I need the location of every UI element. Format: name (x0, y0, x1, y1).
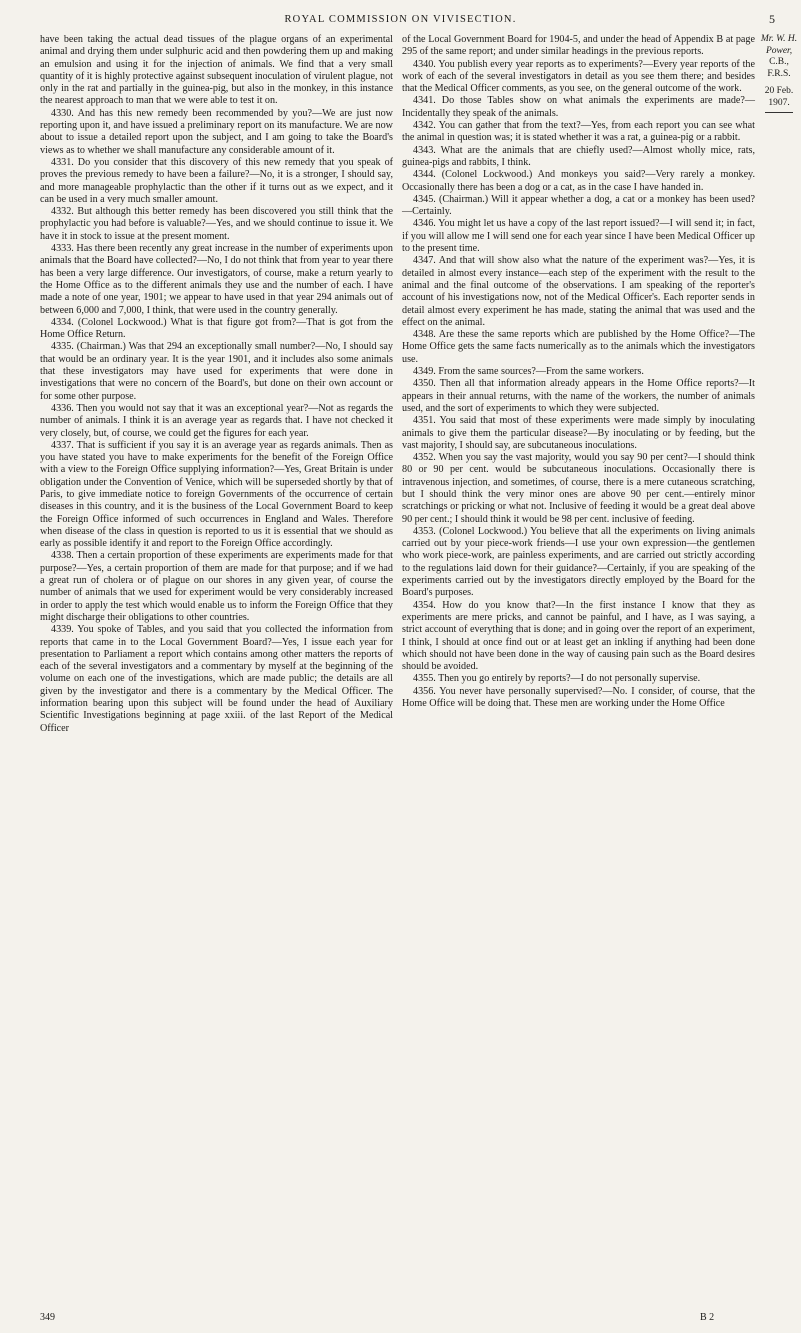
paragraph: 4342. You can gather that from the text?—Yes, from each report you can see what the animal in question was; it is stated whether it was a rat, a guinea-pig or a rabbit. (402, 120, 755, 144)
paragraph: 4351. You said that most of these experiments were made simply by inoculating animals to give them the particular disease?—By inoculating or by feeding, but the vast majority, I should say, are subcutaneous inoculations. (402, 415, 755, 451)
paragraph: 4333. Has there been recently any great increase in the number of experiments upon animals that the Board have collected?—No, I do not think that from year to year there has been a very large difference. Our investigators, of course, make a return yearly to the Home Office as to the different animals they use and the number of each. I have made a note of one year, 1901; we appear to have used in that year 294 animals out of between 6,000 and 7,000, I think, that were used in the country generally. (40, 243, 393, 316)
paragraph: 4338. Then a certain proportion of these experiments are experiments made for that purpose?—Yes, a certain proportion of them are made for that purpose; and if we had a great run of cholera or of plague on our shores in any given year, of course the number of animals that we used for experiment would be very considerably increased in order to apply the test which would enable us to inform the Foreign Office that they might discharge their obligations to other countries. (40, 550, 393, 623)
paragraph: 4344. (Colonel Lockwood.) And monkeys you said?—Very rarely a monkey. Occasionally there has been a dog or a cat, as in the case I have handed in. (402, 169, 755, 193)
witness-margin-note (757, 34, 801, 113)
margin-rule (765, 112, 793, 113)
paragraph: 4352. When you say the vast majority, would you say 90 per cent?—I should think 80 or 90 per cent. would be subcutaneous inoculations. Occasionally there is intravenous injection, and sometimes, of course, there is a mere cutaneous scratching, but I should think the very minor ones are above 90 per cent.—entirely minor scratchings or pricking or what not. Inclusive of feeding it would be a great deal above 90 per cent.; I should think it would be 98 per cent. inclusive of feeding. (402, 452, 755, 525)
paragraph: 4343. What are the animals that are chiefly used?—Almost wholly mice, rats, guinea-pigs and rabbits, I think. (402, 144, 755, 168)
paragraph: 4345. (Chairman.) Will it appear whether a dog, a cat or a monkey has been used?—Certainly. (402, 193, 755, 218)
paragraph: have been taking the actual dead tissues of the plague organs of an experimental animal and drying them under sulphuric acid and then powdering them up and making an emulsion and using it for the injection of animals. We find that a very small quantity of it is highly protective against subsequent inoculation of virulent plague, not only in the rat and partially in the guinea-pig, but also in the monkey, in this instance the nearest approach to man that we were able to test it on. (40, 34, 393, 107)
running-title: ROYAL COMMISSION ON VIVISECTION. (284, 14, 517, 25)
paragraph: 4334. (Colonel Lockwood.) What is that figure got from?—That is got from the Home Office Return. (40, 316, 393, 341)
signature-mark-right: B 2 (700, 1312, 715, 1323)
paragraph: 4349. From the same sources?—From the same workers. (413, 366, 644, 378)
paragraph: 4356. You never have personally supervised?—No. I consider, of course, that the Home Office will be doing that. These men are working under the Home Office (402, 685, 755, 710)
paragraph: 4336. Then you would not say that it was an exceptional year?—Not as regards the number of animals. I think it is an average year as regards that. I have not checked it very closely, but, of course, we could get the figures for each year. (40, 402, 393, 439)
witness-honours: C.B., F.R.S. (767, 57, 791, 79)
witness-name: Mr. W. H. Power, (760, 34, 798, 56)
signature-mark: 349 (40, 1312, 55, 1323)
paragraph: 4340. You publish every year reports as to experiments?—Every year reports of the work of each of the several investigators in detail as you see them there; and besides that the Medical Officer comments, as you see, on the general outcome of the work. (402, 58, 755, 95)
paragraph: 4347. And that will show also what the nature of the experiment was?—Yes, it is detailed in almost every instance—each step of the experiment with the result to the animal and the final outcome of the observations. I am speaking of the reporter's account of his investigations now, not of the Medical Officer's. Each reporter sends in detail almost every experiment he has made, stating the animal that was used and the effect on the animal. (402, 255, 755, 328)
paragraph: 4348. Are these the same reports which are published by the Home Office?—The Home Office gets the same facts numerically as to the animals which the investigators use. (402, 329, 755, 365)
paragraph: 4346. You might let us have a copy of the last report issued?—I will send it; in fact, if you will allow me I will send one for each year since I have been Medical Officer up to the present time. (402, 218, 755, 255)
paragraph: 4335. (Chairman.) Was that 294 an exceptionally small number?—No, I should say that would be an ordinary year. It is the year 1901, and it includes also some animals that these investigators may have used for experiments that were done in investigations that were no concern of the Board's, but done on their own account or for some other purpose. (40, 341, 393, 402)
left-column (40, 34, 393, 735)
paragraph: of the Local Government Board for 1904-5, and under the head of Appendix B at page 295 of the same report; and under similar headings in the previous reports. (402, 34, 755, 58)
right-column (402, 34, 755, 710)
paragraph: 4337. That is sufficient if you say it is an average year as regards animals. Then as you have stated you have to make experiments for the benefit of the Foreign Office with a view to the Foreign Office supplying information?—Yes, Great Britain is under obligation under the Convention of Venice, which will be superseded shortly by that of Paris, to give immediate notice to foreign Governments of the occurrence of certain diseases in this country, and it is the business of the Local Government Board to keep the Foreign Office informed of such occurrences in England and Wales. Therefore when disease of the class in question is reported to us it is essential that we should as early as possible identify it and report to the Foreign Office accordingly. (40, 439, 393, 550)
paragraph: 4353. (Colonel Lockwood.) You believe that all the experiments on living animals carried out by your piece-work friends—I use your own expression—the gentlemen who work piece-work, are painless experiments, and are carried out strictly according to the regulations laid down for their guidance?—Certainly, if you are speaking of the experiments carried out by the investigators directly employed by the Board for the Board's purposes. (402, 525, 755, 599)
paragraph: 4332. But although this better remedy has been discovered you still think that the prophylactic you had before is valuable?—Yes, and we should continue to issue it. We have it in stock to issue at the present moment. (40, 206, 393, 242)
paragraph: 4355. Then you go entirely by reports?—I do not personally supervise. (413, 673, 701, 685)
paragraph: 4331. Do you consider that this discovery of this new remedy that you speak of proves the previous remedy to have been a failure?—No, it is a stronger, I should say, and more manageable prophylactic than the other if it turns out as we expect, and it can be used in a very much smaller amount. (40, 156, 393, 205)
paragraph: 4341. Do those Tables show on what animals the experiments are made?—Incidentally they speak of the animals. (402, 95, 755, 119)
paragraph: 4354. How do you know that?—In the first instance I know that they as experiments are mere pricks, and cannot be painful, and I have, as I was saying, a strict account of everything that is done; and in going over the report of an experiment, I think, I should at once find out or at least get an inkling if anything had been done which should not have been done in the way of causing pain such as the Board desires should be avoided. (402, 599, 755, 673)
witness-date: 20 Feb. 1907. (764, 86, 794, 108)
page-number: 5 (769, 12, 775, 26)
paragraph: 4350. Then all that information already appears in the Home Office reports?—It appears in their annual returns, with the name of the workers, the number of animals used, and the sort of experiments to which they were subjected. (402, 378, 755, 414)
paragraph: 4330. And has this new remedy been recommended by you?—We are just now reporting upon it, and have issued a preliminary report on its manufacture. We are now about to issue a detailed report upon the subject, and I am going to take the Board's views as to whether we shall manufacture any considerable amount of it. (40, 107, 393, 156)
paragraph: 4339. You spoke of Tables, and you said that you collected the information from reports that came in to the Local Government Board?—Yes, I issue each year for presentation to Parliament a report which contains among other matters the reports of each of the several investigators and a commentary by myself at the beginning of the volume on each one of the investigations, which are made public; the details are all given by the investigator and there is a commentary by the Medical Officer. The information bearing upon this subject will be found under the head of Auxiliary Scientific Investigations beginning at page xxiii. of the last Report of the Medical Officer (40, 624, 393, 734)
